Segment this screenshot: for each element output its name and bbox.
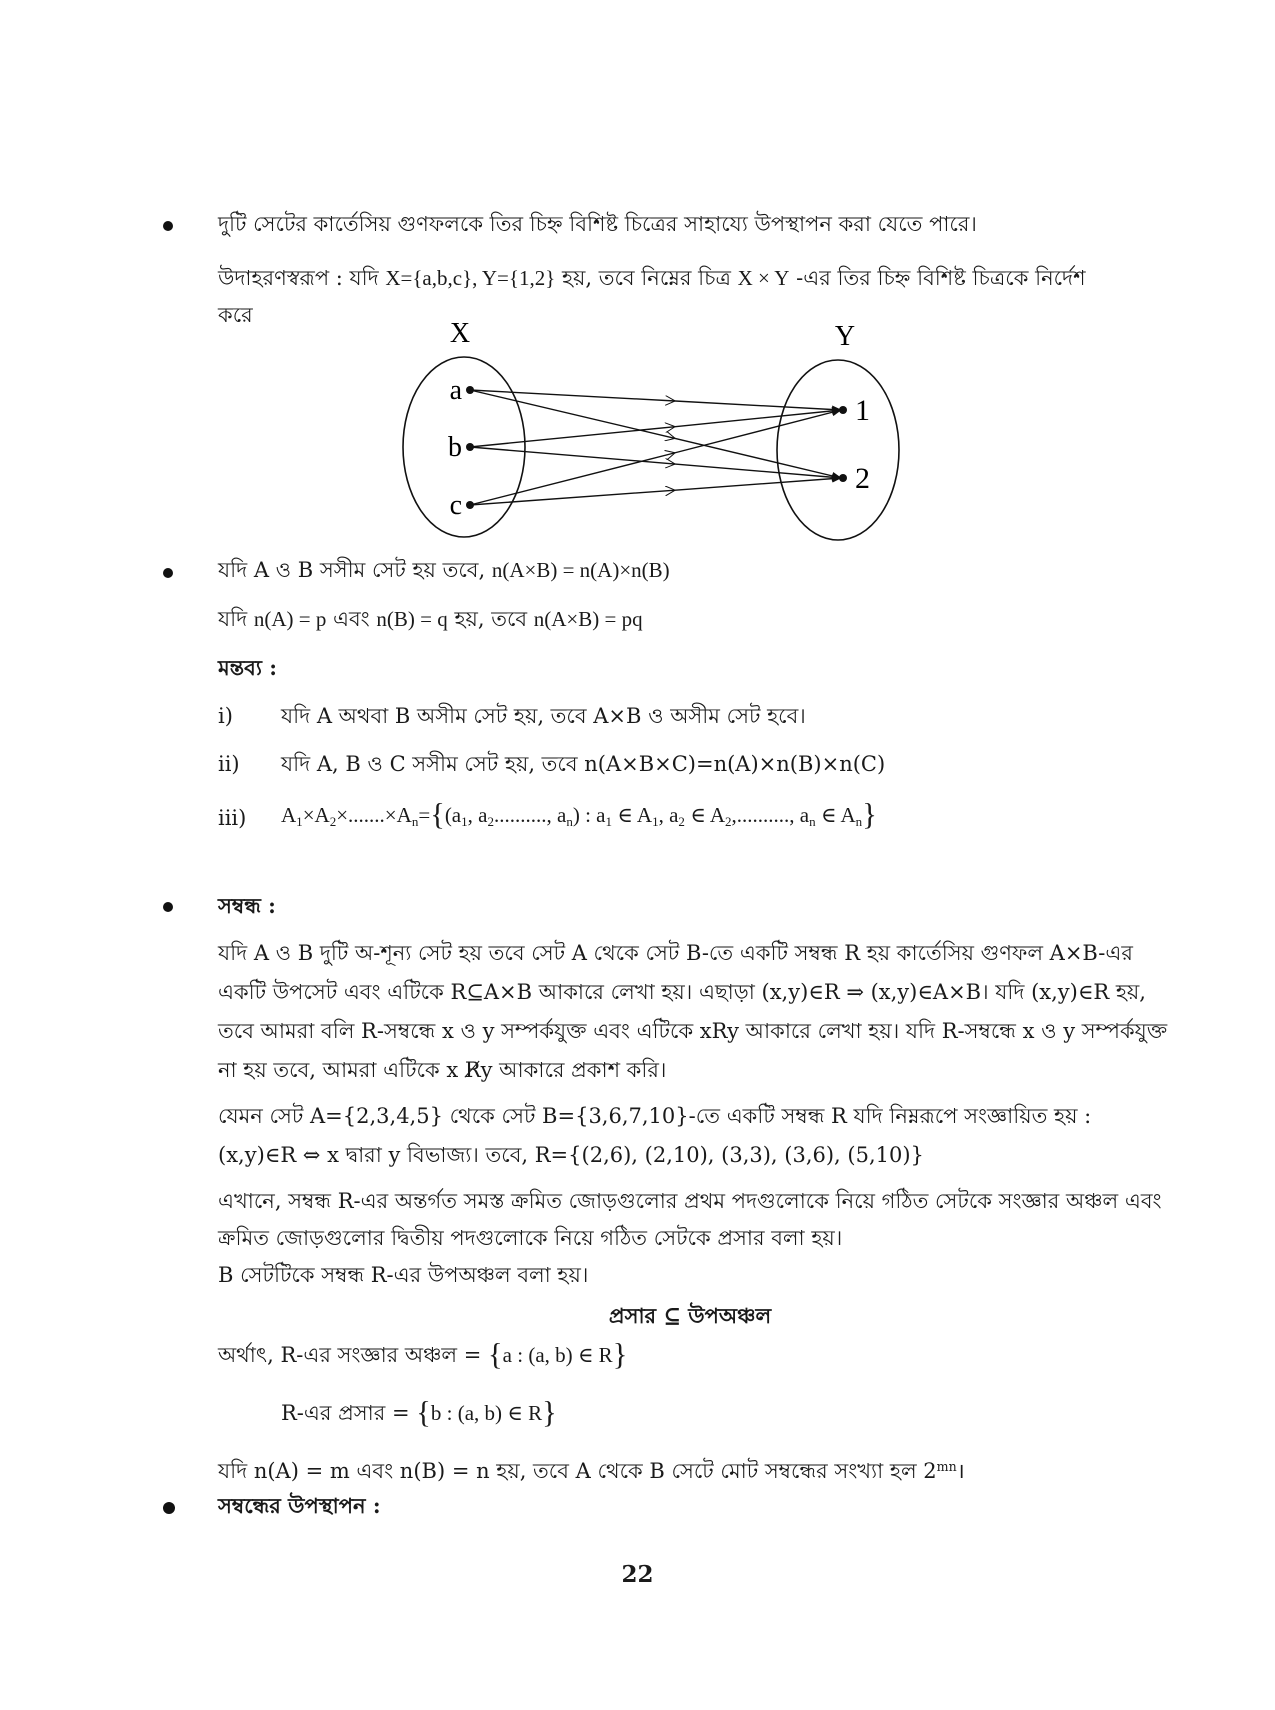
remark-1-num: i): [218, 704, 233, 728]
arrow-a-to-1: [470, 390, 841, 410]
set-x-element-c: c: [449, 490, 462, 521]
relation-para1-line2: একটি উপসেট এবং এটিকে R⊆A×B আকারে লেখা হয়। এছাড়া (x,y)∈R ⇒ (x,y)∈A×B। যদি (x,y)∈R হয়,: [218, 980, 1146, 1004]
relation-heading: সম্বন্ধ :: [218, 893, 276, 918]
finite-line2-f2: n(B) = q: [376, 607, 448, 631]
arrow-c-to-1: [470, 410, 841, 505]
remark-3-formula: $A_1\times A_2\times.......\times A_n=\{(a_1$, $a_2$.........., $a_n$) : $a_1$ ∈ $A_1$, $a_2$ ∈ $A_2$,.........., $a_n$ ∈ $A_n$}: [281, 797, 877, 832]
example-sets: X={a,b,c}, Y={1,2}: [385, 266, 556, 290]
set-x-label: X: [449, 320, 471, 349]
arrow-diagram: [0, 320, 1275, 560]
set-y-element-1: 1: [855, 394, 870, 427]
relation-count-text: যদি n(A) = m এবং n(B) = n হয়, তবে A থেকে B সেটে মোট সম্বন্ধের সংখ্যা হল 2: [218, 1459, 937, 1483]
finite-line2-a: যদি: [218, 607, 248, 631]
cartesian-bullet-text: দুটি সেটের কার্তেসিয় গুণফলকে তির চিহ্ন বিশিষ্ট চিত্রের সাহায্যে উপস্থাপন করা যেতে পারে।: [218, 212, 977, 236]
example-mid: হয়, তবে নিম্নের চিত্র: [561, 266, 731, 290]
finite-line2-f1: n(A) = p: [253, 607, 327, 631]
relation-para1-line3: তবে আমরা বলি R-সম্বন্ধে x ও y সম্পর্কযুক্ত এবং এটিকে xRy আকারে লেখা হয়। যদি R-সম্বন্ধে x ও y সম্পর্কযুক্ত: [218, 1019, 1168, 1043]
bullet-finite: [163, 568, 173, 578]
finite-line2-b: হয়, তবে: [454, 607, 528, 631]
bullet-relation: [163, 902, 173, 912]
example-cont: করে: [218, 303, 253, 327]
set-x-element-a: a: [449, 375, 462, 406]
example-end: -এর তির চিহ্ন বিশিষ্ট চিত্রকে নির্দেশ: [796, 266, 1086, 290]
finite-line1-formula: n(A×B) = n(A)×n(B): [491, 558, 670, 582]
set-y-element-2: 2: [855, 462, 870, 495]
domain-def-set: a : (a, b) ∈ R: [502, 1343, 613, 1367]
remark-2-text: যদি A, B ও C সসীম সেট হয়, তবে n(A×B×C)=n(A)×n(B)×n(C): [281, 752, 886, 776]
relation-para1-line1: যদি A ও B দুটি অ-শূন্য সেট হয় তবে সেট A থেকে সেট B-তে একটি সম্বন্ধ R হয় কার্তেসিয় গুণফল A×B-এর: [218, 941, 1133, 965]
bullet-cartesian: [163, 221, 173, 231]
range-definition: R-এর প্রসার = {b : (a, b) ∈ R}: [281, 1395, 557, 1430]
finite-line1-text: যদি A ও B সসীম সেট হয় তবে,: [218, 558, 486, 582]
remark-3-num: iii): [218, 806, 247, 830]
set-y-ellipse: [777, 360, 899, 540]
relation-para1-line4: না হয় তবে, আমরা এটিকে x R̸y আকারে প্রকাশ করি।: [218, 1058, 667, 1082]
relation-example-line1: যেমন সেট A={2,3,4,5} থেকে সেট B={3,6,7,10}-তে একটি সম্বন্ধ R যদি নিম্নরূপে সংজ্ঞায়িত হয় :: [218, 1104, 1092, 1128]
domain-text-line1: এখানে, সম্বন্ধ R-এর অন্তর্গত সমস্ত ক্রমিত জোড়গুলোর প্রথম পদগুলোকে নিয়ে গঠিত সেটকে সংজ্ঞার অঞ্চল এবং: [218, 1189, 1162, 1213]
set-y-label: Y: [834, 321, 856, 352]
range-def-label: R-এর প্রসার =: [281, 1401, 410, 1425]
relation-count-end: ।: [956, 1459, 965, 1483]
range-subset-codomain: প্রসার ⊆ উপঅঞ্চল: [608, 1303, 772, 1328]
domain-text-line2: ক্রমিত জোড়গুলোর দ্বিতীয় পদগুলোকে নিয়ে গঠিত সেটকে প্রসার বলা হয়।: [218, 1226, 843, 1250]
finite-line2-f3: n(A×B) = pq: [533, 607, 643, 631]
domain-def-label: অর্থাৎ, R-এর সংজ্ঞার অঞ্চল =: [218, 1343, 482, 1367]
relation-example-line2: (x,y)∈R ⇔ x দ্বারা y বিভাজ্য। তবে, R={(2,6), (2,10), (3,3), (3,6), (5,10)}: [218, 1143, 924, 1167]
codomain-text: B সেটটিকে সম্বন্ধ R-এর উপঅঞ্চল বলা হয়।: [218, 1263, 589, 1287]
page-number: 22: [621, 1561, 654, 1588]
remarks-heading: মন্তব্য :: [218, 655, 277, 680]
finite-line1: [218, 557, 670, 584]
remark-1-text: যদি A অথবা B অসীম সেট হয়, তবে A×B ও অসীম সেট হবে।: [281, 704, 806, 728]
cartesian-example-line: [218, 265, 1086, 292]
domain-definition: অর্থাৎ, R-এর সংজ্ঞার অঞ্চল = {a : (a, b) ∈ R}: [218, 1337, 628, 1372]
arrow-b-to-2: [470, 447, 841, 478]
range-def-set: b : (a, b) ∈ R: [430, 1401, 543, 1425]
remark-2-num: ii): [218, 752, 240, 776]
relation-count: [218, 1458, 965, 1485]
relation-count-exponent: mn: [936, 1459, 957, 1475]
example-intro: উদাহরণস্বরূপ : যদি: [218, 266, 379, 290]
arrow-b-to-1: [470, 410, 841, 447]
example-product: X × Y: [737, 266, 790, 290]
finite-line2-and: এবং: [333, 607, 370, 631]
finite-line2: [218, 606, 643, 633]
bullet-representation: [163, 1502, 175, 1514]
set-x-ellipse: [403, 357, 525, 537]
representation-heading: সম্বন্ধের উপস্থাপন :: [218, 1493, 381, 1518]
set-x-element-b: b: [448, 432, 462, 463]
